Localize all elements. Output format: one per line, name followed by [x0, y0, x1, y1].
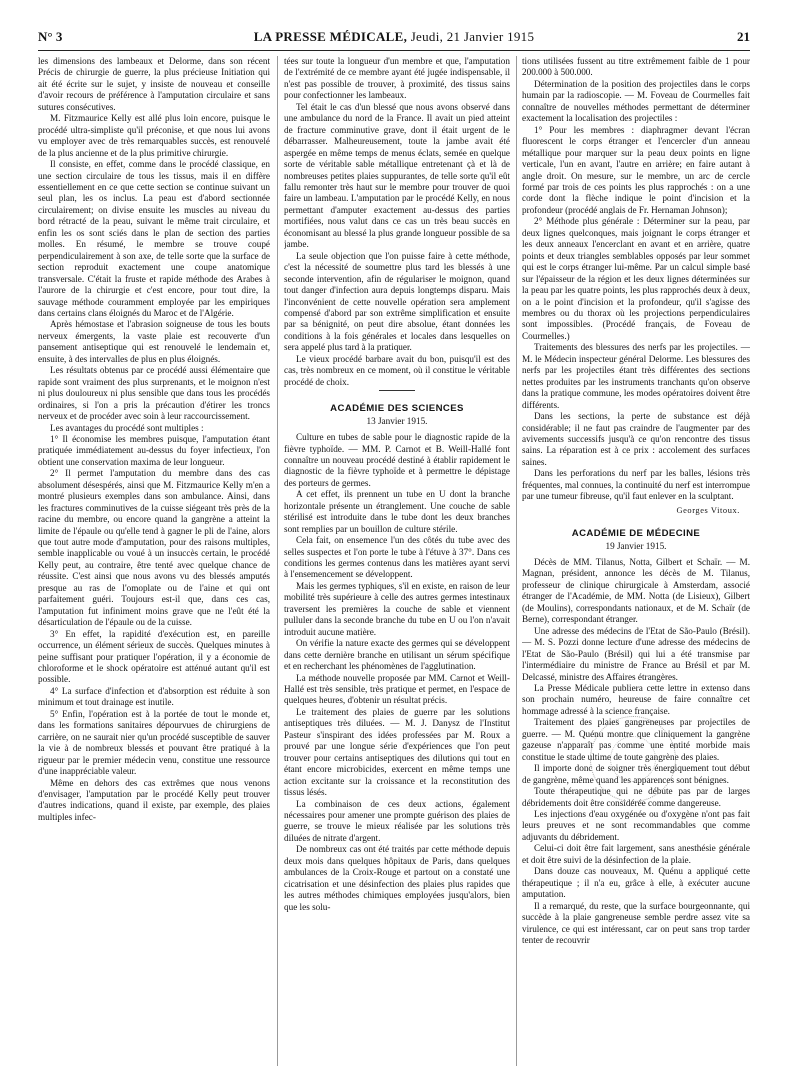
- paragraph: On vérifie la nature exacte des germes qui se développent dans cette dernière branche en utilisant un sérum spécifique et en recherchant les phénomènes de l'agglutination.: [284, 638, 510, 672]
- paragraph: Les avantages du procédé sont multiples :: [50, 422, 204, 433]
- paragraph: tées sur toute la longueur d'un membre et que, l'amputation de l'extrémité de ce membre ayant été jugée indispensable, il n'est pas possible de trouver, à proximité, des tissus sains pour confectionner les lambeaux.: [284, 56, 510, 101]
- paragraph: Le traitement des plaies de guerre par les solutions antiseptiques très diluées. — M. J. Danysz de l'Institut Pasteur s'inspirant des idées professées par M. Roux a prouvé par une longue série d'expériences que l'on peut trouver pour certains antiseptiques des dilutions qui tout en étant encore microbicides, exercent en même temps une action excitante sur la croissance et la reconstitution des tissus lésés.: [284, 706, 510, 798]
- paragraph: les dimensions des lambeaux et Delorme, dans son récent Précis de chirurgie de guerre, la plus précieuse Initiation qui ait été écrite sur le sujet, y insiste de nouveau et conseille d'avoir recours de préférence à l'amputation circulaire et sans sutures consécutives.: [38, 56, 270, 112]
- paragraph: La combinaison de ces deux actions, également nécessaires pour amener une prompte guérison des plaies de guerre, se trouve le mieux réalisée par les solutions très diluées de nitrate d'argent.: [284, 798, 510, 843]
- section-heading-academie-sciences: ACADÉMIE DES SCIENCES: [330, 403, 464, 415]
- paragraph: Détermination de la position des projectiles dans le corps humain par la radioscopie. — M. Foveau de Courmelles fait connaître de nouvelles méthodes permettant de déterminer exactement la localisation des projectiles :: [522, 78, 750, 124]
- paragraph: Décès de MM. Tilanus, Notta, Gilbert et Schaïr. — M. Magnan, président, annonce les décès de M. Tilanus, professeur de clinique chirurgicale à Amsterdam, associé étranger de l'Académie, de MM. Notta (de Lisieux), Gilbert (de Moulins), correspondants nationaux, et de M. Schaïr (de Berne), correspondant étranger.: [522, 557, 750, 625]
- library-stamp-inner-ring: [610, 736, 656, 782]
- paragraph: Il consiste, en effet, comme dans le procédé classique, en une section circulaire de tous les tissus, mais il en diffère essentiellement en ce que cette section se continue suivant un seul plan, les os inclus. La peau est d'abord sectionnée circulairement; on divise ensuite les muscles au niveau du bord rétracté de la peau, suivant le même trait circulaire, et enfin les os sont sciés dans le plan de section des parties molles. En résumé, le membre se trouve coupé perpendiculairement à son axe, de telle sorte que la surface de section reproduit exactement une coupe anatomique transversale. C'était la fruste et rapide méthode des Arabes à l'aurore de la chirurgie et c'est encore, pour tout dire, la sauvage méthode couramment employée par les empiriques dans certains clans éloignés du Maroc et de l'Algérie.: [38, 159, 270, 318]
- paragraph: Tel était le cas d'un blessé que nous avons observé dans une ambulance du nord de la France. Il avait un pied atteint de fracture comminutive grave, dont il était urgent de le débarrasser. Malheureusement, toute la jambe avait été aspergée en même temps de menus éclats, semée en quelque sorte de véritable sable métallique entretenant çà et là de nombreuses petites plaies suppurantes, de telle sorte qu'il eût fallu remonter très haut sur le membre pour trouver de quoi faire un lambeau. L'amputation par le procédé Kelly, en nous permettant d'amputer exactement au-dessus des parties mortifiées, nous valut dans ce cas un très beau succès en économisant au blessé la plus grande longueur possible de sa jambe.: [284, 101, 510, 250]
- journal-title: LA PRESSE MÉDICALE,: [253, 29, 408, 44]
- paragraph: 4° La surface d'infection et d'absorption est réduite à son minimum et tout drainage est inutile.: [38, 685, 270, 708]
- paragraph: 1° Il économise les membres puisque, l'amputation étant pratiquée immédiatement au-dessus du foyer infectieux, l'on obtient une conservation maxima de leur longueur.: [38, 433, 270, 467]
- paragraph: 5° Enfin, l'opération est à la portée de tout le monde et, dans les formations sanitaires dépourvues de chirurgiens de carrière, on ne saurait nier qu'un procédé susceptible de sauver la vie à de nombreux blessés et pouvant être pratiqué à la rigueur par le premier médecin venu, constitue une ressource d'une inappréciable valeur.: [38, 708, 270, 777]
- journal-title-line: [38, 29, 750, 45]
- section-date: 19 Janvier 1915.: [605, 540, 667, 551]
- page-number: 21: [737, 29, 750, 44]
- paragraph: La méthode nouvelle proposée par MM. Carnot et Weill-Hallé est très sensible, très pratique et permet, en l'espace de quelques heures, d'obtenir un résultat précis.: [284, 672, 510, 706]
- paragraph: 1° Pour les membres : diaphragmer devant l'écran fluorescent le corps étranger et l'encercler d'un anneau métallique pour marquer sur la peau deux points en ligne verticale, l'un en avant, l'autre en arrière; en faire autant à angle droit. On mesure, sur le membre, un arc de cercle formé par trois de ces points les plus rapprochés : on a une corde dont la flèche indique le point d'incision et la profondeur (procédé anglais de Fr. Hernaman Johnson);: [522, 124, 750, 215]
- paragraph: Mais les germes typhiques, s'il en existe, en raison de leur mobilité très supérieure à celle des autres germes intestinaux traversent les premières la couche de sable et viennent pulluler dans la seconde branche du tube en U ou l'on n'avait introduit aucune matière.: [284, 580, 510, 637]
- paragraph: M. Fitzmaurice Kelly est allé plus loin encore, puisque le procédé ultra-simpliste qu'il préconise, et que nous lui avons vu employer avec de très remarquables succès, est renouvelé de la plus ancienne et de la plus primitive chirurgie.: [38, 113, 270, 158]
- paragraph: Le vieux procédé barbare avait du bon, puisqu'il est des cas, très nombreux en ce moment, où il constitue le véritable procédé de choix.: [284, 353, 510, 387]
- paragraph: Il a remarqué, du reste, que la surface bourgeonnante, qui succède à la plaie gangreneuse semble perdre assez vite sa virulence, ce qui est intéressant, car on peut sans trop tarder tenter de recouvrir: [522, 900, 750, 945]
- paragraph: Dans les perforations du nerf par les balles, lésions très fréquentes, mal connues, la continuité du nerf est interrompue par une tumeur fibreuse, qu'il faut enlever en la sculptant.: [522, 468, 750, 502]
- paragraph: Il importe donc de soigner très énergiquement tout début de gangrène, même quand les apparences sont bénignes.: [522, 763, 750, 785]
- paragraph: 2° Il permet l'amputation du membre dans des cas absolument désespérés, ainsi que M. Fitzmaurice Kelly m'en a montré plusieurs exemples dans son ambulance. Ainsi, dans les fractures comminutives de la cuisse siégeant très près de la racine du membre, ou encore quand la gangrène a atteint la limite de l'épaule ou qu'elle tend à gagner le pli de l'aine, alors que tout autre mode d'amputation, pour des raisons multiples, semble inapplicable ou voué à un insuccès certain, le procédé Kelly peut, au contraire, être tenté avec quelque chance de réussite. C'est ainsi que nous avons vu des blessés amputés presque au ras de l'omoplate ou de l'aine et qui ont parfaitement guéri. Toujours est-il que, dans ces cas, l'amputation fut infiniment moins grave que ne l'eût été la désarticulation de l'épaule ou de la cuisse.: [38, 468, 270, 628]
- column-3: [522, 56, 750, 1076]
- page-header: [38, 29, 750, 49]
- paragraph: De nombreux cas ont été traités par cette méthode depuis deux mois dans quelques hôpitaux de Paris, dans quelques ambulances de la Croix-Rouge et partout on a constaté une cicatrisation et une désinfection des plaies plus rapides que les autres méthodes chimiques employées jusqu'alors, bien que les solu-: [284, 844, 510, 912]
- paragraph: tions utilisées fussent au titre extrêmement faible de 1 pour 200.000 à 500.000.: [522, 56, 750, 78]
- paragraph: Traitement des plaies gangreneuses par projectiles de guerre. — M. Quénu montre que cliniquement la gangrène gazeuse n'apparaît pas comme une entité morbide mais constitue le stade ultime de toute gangrène des plaies.: [522, 717, 750, 762]
- issue-date: Jeudi, 21 Janvier 1915: [410, 29, 535, 44]
- paragraph: Cela fait, on ensemence l'un des côtés du tube avec des selles suspectes et l'on porte le tube à l'étuve à 37°. Dans ces conditions les germes contenus dans les matières ayant servi à l'ensemencement se développent.: [284, 535, 510, 580]
- paragraph: Celui-ci doit être fait largement, sans anesthésie générale et doit être suivi de la désinfection de la plaie.: [522, 843, 750, 865]
- paragraph: Les injections d'eau oxygénée ou d'oxygène n'ont pas fait leurs preuves et ne sont recommandables que comme adjuvants du débridement.: [522, 809, 750, 842]
- paragraph: La seule objection que l'on puisse faire à cette méthode, c'est la nécessité de soumettre plus tard les blessés à une seconde intervention, afin de régulariser le moignon, quand tout danger d'infection aura depuis longtemps disparu. Mais l'inconvénient de cette nouvelle opération sera amplement compensé d'abord par son extrême simplification et ensuite par sa bénignité, on peut dire absolue, étant données les conditions à la fois générales et locales dans lesquelles on sera appelé plus tard à la pratiquer.: [284, 250, 510, 353]
- paragraph: A cet effet, ils prennent un tube en U dont la branche horizontale présente un étranglement. Une couche de sable stérilisé est introduite dans le tube dont les deux branches sont remplies par un bouillon de culture stérile.: [284, 489, 510, 534]
- signature: Georges Vitoux.: [676, 505, 740, 515]
- paragraph: Culture en tubes de sable pour le diagnostic rapide de la fièvre typhoïde. — MM. P. Carnot et B. Weill-Hallé font connaître un nouveau procédé destiné à établir rapidement le diagnostic de la fièvre typhoïde et à permettre le dépistage des porteurs de germes.: [284, 432, 510, 488]
- column-divider-1: [277, 56, 278, 1066]
- section-date: 13 Janvier 1915.: [366, 415, 428, 426]
- paragraph: Une adresse des médecins de l'Etat de São-Paulo (Brésil). — M. S. Pozzi donne lecture d'une adresse des médecins de l'Etat de São-Paulo (Brésil) qui lui a été transmise par l'intermédiaire du ministre de France au Brésil et par M. Delcassé, ministre des Affaires étrangères.: [522, 625, 750, 682]
- paragraph: Après hémostase et l'abrasion soigneuse de tous les bouts nerveux émergents, la vaste plaie est recouverte d'un pansement antiseptique qui est renouvelé le lendemain et, ensuite, à des intervalles de plus en plus éloignés.: [38, 319, 270, 364]
- paragraph: Les résultats obtenus par ce procédé aussi élémentaire que rapide sont vraiment des plus surprenants, et le moignon n'est ni plus douloureux ni plus sensible que dans tous les procédés ordinaires, si l'on a pris la précaution d'étirer les troncs nerveux et de procéder avec soin à leur raccourcissement.: [38, 365, 270, 422]
- paragraph: Toute thérapeutique qui ne débute pas par de larges débridements doit être considérée comme dangereuse.: [522, 786, 750, 808]
- paragraph: Dans douze cas nouveaux, M. Quénu a appliqué cette thérapeutique ; il n'a eu, grâce à elle, à exécuter aucune amputation.: [522, 866, 750, 900]
- paragraph: Traitements des blessures des nerfs par les projectiles. — M. le Médecin inspecteur général Delorme. Les blessures des nerfs par les projectiles étant très différentes des sections nettes produites par les instruments tranchants qu'on observe dans la pratique commune, les modes opératoires doivent être différents.: [522, 342, 750, 410]
- header-rule: [38, 50, 750, 51]
- paragraph: Même en dehors des cas extrêmes que nous venons d'envisager, l'amputation par le procédé Kelly peut trouver d'autres indications, quand il existe, par exemple, des plaies multiples infec-: [38, 777, 270, 822]
- column-1: [38, 56, 270, 1076]
- section-rule: [379, 390, 415, 391]
- column-2: [284, 56, 510, 1076]
- paragraph: Dans les sections, la perte de substance est déjà considérable; il ne faut pas craindre de l'augmenter par des avivements successifs jusqu'à ce qu'on rencontre des tissus sains. La réparation est à ce prix : accolement des surfaces saines.: [522, 411, 750, 467]
- section-heading-academie-medecine: ACADÉMIE DE MÉDECINE: [571, 528, 701, 540]
- paragraph: La Presse Médicale publiera cette lettre in extenso dans son prochain numéro, heureuse de faire connaître cet hommage adressé à la science française.: [522, 683, 750, 716]
- paragraph: 3° En effet, la rapidité d'exécution est, en pareille occurrence, un élément sérieux de succès. Quelques minutes à peine suffisant pour pratiquer l'opération, il y a économie de chloroforme et le shock opératoire est atténué autant qu'il est possible.: [38, 628, 270, 685]
- column-divider-2: [516, 56, 517, 1066]
- paragraph: 2° Méthode plus générale : Déterminer sur la peau, par deux lignes quelconques, mais joignant le corps étranger et les deux anneaux l'encerclant en avant et en arrière, quatre points et deux triangles semblables opposés par leur sommet qui est le corps étranger lui-même. Par un calcul simple basé sur l'épaisseur de la région et les deux lignes déterminées sur la peau par les quatre points, les plus rapprochés deux à deux, on a le point d'incision et la profondeur, qu'il s'agisse des membres ou du thorax où les projections perpendiculaires sont impossibles. (Procédé français, de Foveau de Courmelles.): [522, 216, 750, 341]
- issue-number: N° 3: [38, 29, 63, 44]
